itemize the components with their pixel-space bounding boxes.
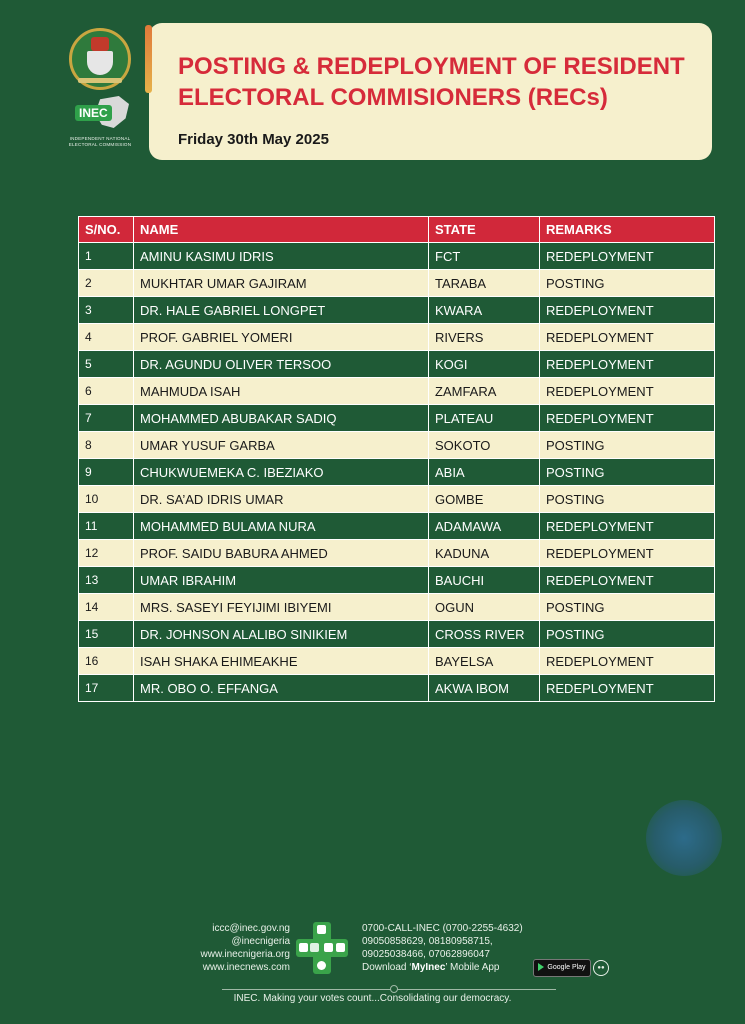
recs-table xyxy=(78,216,715,702)
cell-remarks: REDEPLOYMENT xyxy=(540,378,715,405)
google-play-badge[interactable] xyxy=(533,959,591,977)
email-icon[interactable] xyxy=(317,925,326,934)
cell-state: CROSS RIVER xyxy=(429,621,540,648)
table-row xyxy=(79,486,715,513)
cell-state: KWARA xyxy=(429,297,540,324)
cell-state: AKWA IBOM xyxy=(429,675,540,702)
twitter-icon[interactable] xyxy=(299,943,308,952)
web-icon[interactable] xyxy=(317,961,326,970)
cell-name: MOHAMMED ABUBAKAR SADIQ xyxy=(134,405,429,432)
cell-name: CHUKWUEMEKA C. IBEZIAKO xyxy=(134,459,429,486)
cell-sno: 13 xyxy=(79,567,134,594)
table-row xyxy=(79,675,715,702)
cell-state: KOGI xyxy=(429,351,540,378)
coat-of-arms-icon xyxy=(69,28,131,90)
table-row xyxy=(79,351,715,378)
app-name: MyInec xyxy=(411,962,446,973)
phone-icon[interactable] xyxy=(336,943,345,952)
social-media-icon-cross xyxy=(296,922,348,974)
cell-remarks: POSTING xyxy=(540,621,715,648)
cell-remarks: REDEPLOYMENT xyxy=(540,567,715,594)
cell-remarks: REDEPLOYMENT xyxy=(540,540,715,567)
cell-remarks: REDEPLOYMENT xyxy=(540,351,715,378)
footer-contacts xyxy=(170,922,290,974)
facebook-icon[interactable] xyxy=(324,943,333,952)
instagram-icon[interactable] xyxy=(310,943,319,952)
inec-badge-label: INEC xyxy=(75,105,112,121)
cell-sno: 6 xyxy=(79,378,134,405)
column-header-state: STATE xyxy=(429,217,540,243)
cell-remarks: REDEPLOYMENT xyxy=(540,324,715,351)
cell-sno: 5 xyxy=(79,351,134,378)
cell-sno: 9 xyxy=(79,459,134,486)
footer-phones-line-2: 09025038466, 07062896047 xyxy=(362,949,490,960)
cell-sno: 17 xyxy=(79,675,134,702)
inec-map-icon xyxy=(71,96,129,132)
footer-phones-line-1: 09050858629, 08180958715, xyxy=(362,936,493,947)
cell-name: DR. JOHNSON ALALIBO SINIKIEM xyxy=(134,621,429,648)
cell-sno: 14 xyxy=(79,594,134,621)
cell-remarks: REDEPLOYMENT xyxy=(540,648,715,675)
cell-sno: 4 xyxy=(79,324,134,351)
cell-name: DR. SA’AD IDRIS UMAR xyxy=(134,486,429,513)
cell-sno: 10 xyxy=(79,486,134,513)
cell-name: DR. AGUNDU OLIVER TERSOO xyxy=(134,351,429,378)
footer-email[interactable]: iccc@inec.gov.ng xyxy=(212,923,290,934)
cell-state: RIVERS xyxy=(429,324,540,351)
cell-state: SOKOTO xyxy=(429,432,540,459)
cell-state: ADAMAWA xyxy=(429,513,540,540)
cell-remarks: POSTING xyxy=(540,459,715,486)
table-row xyxy=(79,648,715,675)
cell-name: MOHAMMED BULAMA NURA xyxy=(134,513,429,540)
inec-logo xyxy=(62,28,138,148)
column-header-name: NAME xyxy=(134,217,429,243)
decorative-glow xyxy=(646,800,722,876)
table-row xyxy=(79,567,715,594)
column-header-remarks: REMARKS xyxy=(540,217,715,243)
blackberry-icon[interactable]: ●● xyxy=(593,960,609,976)
cell-state: FCT xyxy=(429,243,540,270)
cell-sno: 11 xyxy=(79,513,134,540)
cell-sno: 8 xyxy=(79,432,134,459)
table-row xyxy=(79,270,715,297)
google-play-label: Google Play xyxy=(547,964,586,971)
cell-state: GOMBE xyxy=(429,486,540,513)
cell-name: PROF. GABRIEL YOMERI xyxy=(134,324,429,351)
cell-remarks: POSTING xyxy=(540,270,715,297)
title-accent-bar xyxy=(145,25,152,93)
table-row xyxy=(79,594,715,621)
cell-remarks: POSTING xyxy=(540,432,715,459)
cell-sno: 3 xyxy=(79,297,134,324)
table-row xyxy=(79,378,715,405)
cell-state: PLATEAU xyxy=(429,405,540,432)
cell-name: UMAR IBRAHIM xyxy=(134,567,429,594)
cell-name: MUKHTAR UMAR GAJIRAM xyxy=(134,270,429,297)
logo-caption: INDEPENDENT NATIONAL ELECTORAL COMMISSION xyxy=(68,136,132,147)
footer-news-site[interactable]: www.inecnews.com xyxy=(202,962,290,973)
cell-state: KADUNA xyxy=(429,540,540,567)
cell-state: ABIA xyxy=(429,459,540,486)
cell-remarks: POSTING xyxy=(540,486,715,513)
table-row xyxy=(79,621,715,648)
cell-remarks: REDEPLOYMENT xyxy=(540,513,715,540)
cell-sno: 15 xyxy=(79,621,134,648)
footer-divider-dot xyxy=(390,985,398,993)
table-row xyxy=(79,432,715,459)
cell-sno: 1 xyxy=(79,243,134,270)
cell-remarks: POSTING xyxy=(540,594,715,621)
cell-sno: 2 xyxy=(79,270,134,297)
table-row xyxy=(79,324,715,351)
page-title: POSTING & REDEPLOYMENT OF RESIDENT ELECTORAL COMMISIONERS (RECs) xyxy=(178,53,685,111)
footer-website[interactable]: www.inecnigeria.org xyxy=(200,949,290,960)
table-row xyxy=(79,405,715,432)
cell-sno: 7 xyxy=(79,405,134,432)
cell-state: BAUCHI xyxy=(429,567,540,594)
page-date: Friday 30th May 2025 xyxy=(178,131,329,148)
column-header-sno: S/NO. xyxy=(79,217,134,243)
table-row xyxy=(79,297,715,324)
title-card xyxy=(149,23,712,160)
cell-name: MRS. SASEYI FEYIJIMI IBIYEMI xyxy=(134,594,429,621)
cell-sno: 12 xyxy=(79,540,134,567)
footer-hotline: 0700-CALL-INEC (0700-2255-4632) xyxy=(362,923,523,934)
cell-remarks: REDEPLOYMENT xyxy=(540,297,715,324)
cell-remarks: REDEPLOYMENT xyxy=(540,405,715,432)
cell-state: BAYELSA xyxy=(429,648,540,675)
cell-state: OGUN xyxy=(429,594,540,621)
table-row xyxy=(79,459,715,486)
cell-name: PROF. SAIDU BABURA AHMED xyxy=(134,540,429,567)
download-prefix: Download ‘ xyxy=(362,962,412,973)
cell-name: ISAH SHAKA EHIMEAKHE xyxy=(134,648,429,675)
cell-name: MAHMUDA ISAH xyxy=(134,378,429,405)
footer-handle[interactable]: @inecnigeria xyxy=(231,936,290,947)
cell-remarks: REDEPLOYMENT xyxy=(540,675,715,702)
cell-sno: 16 xyxy=(79,648,134,675)
cell-remarks: REDEPLOYMENT xyxy=(540,243,715,270)
table-row xyxy=(79,540,715,567)
cell-name: MR. OBO O. EFFANGA xyxy=(134,675,429,702)
cell-name: UMAR YUSUF GARBA xyxy=(134,432,429,459)
cell-name: AMINU KASIMU IDRIS xyxy=(134,243,429,270)
download-suffix: ’ Mobile App xyxy=(445,962,500,973)
table-header-row xyxy=(79,217,715,243)
footer-divider xyxy=(222,989,556,990)
cell-state: ZAMFARA xyxy=(429,378,540,405)
table-row xyxy=(79,243,715,270)
cell-state: TARABA xyxy=(429,270,540,297)
table-row xyxy=(79,513,715,540)
footer-tagline: INEC. Making your votes count...Consolidating our democracy. xyxy=(233,993,512,1004)
cell-name: DR. HALE GABRIEL LONGPET xyxy=(134,297,429,324)
